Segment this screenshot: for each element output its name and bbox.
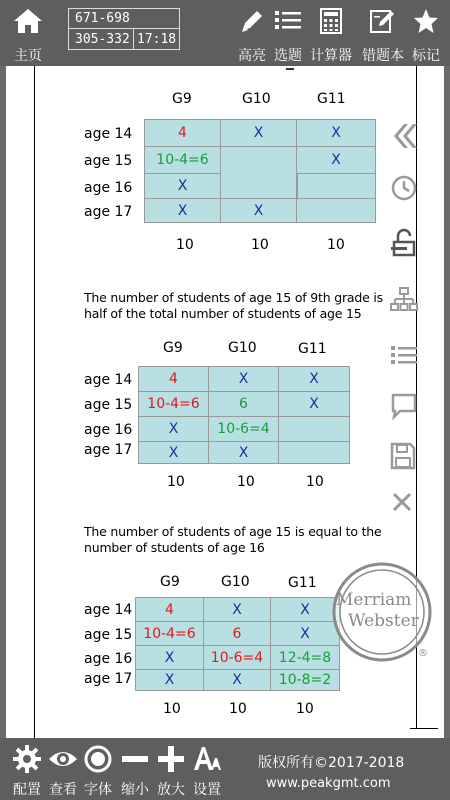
star-icon (413, 8, 439, 34)
calculator-icon (320, 8, 342, 34)
eye-icon (48, 744, 78, 774)
copyright-text: 版权所有©2017-2018 (258, 755, 405, 771)
table-cell: 4 (136, 598, 204, 622)
table-cell: X (204, 598, 271, 622)
row-label: age 16 (84, 651, 133, 667)
table-cell: X (271, 598, 339, 622)
notebook-edit-icon (369, 8, 397, 34)
column-total: 10 (237, 474, 255, 490)
row-label: age 16 (84, 180, 133, 196)
collapse-button[interactable] (386, 118, 422, 154)
table-cell: X (209, 367, 279, 392)
table-cell: 10-8=2 (278, 672, 332, 688)
table-cell: 10-4=6 (145, 147, 221, 174)
gear-icon (12, 744, 42, 774)
structure-button[interactable] (386, 282, 422, 318)
col-header-g10: G10 (242, 91, 271, 107)
calculator-button[interactable] (304, 0, 358, 66)
progress-counter (68, 8, 180, 50)
timer: 17:18 (133, 29, 176, 50)
speech-bubble-icon (390, 392, 418, 420)
table-cell: X (204, 670, 271, 690)
table-cell: X (136, 646, 204, 670)
zoom-in-label: 放大 (157, 782, 185, 798)
wrong-questions-label: 错题本 (362, 48, 404, 64)
row-label: age 17 (84, 204, 133, 220)
bottom-toolbar (0, 738, 450, 800)
col-header-g11: G11 (317, 91, 346, 107)
row-label: age 17 (84, 671, 133, 687)
zoom-out-label: 缩小 (121, 782, 149, 798)
table-cell: 10-6=4 (209, 417, 279, 442)
row-label: age 14 (84, 126, 133, 142)
badge-text: Webster (348, 611, 419, 631)
column-total: 10 (251, 237, 269, 253)
mark-label: 标记 (412, 48, 440, 64)
col-header-g9: G9 (163, 340, 183, 356)
top-toolbar (0, 0, 450, 66)
select-question-label: 选题 (274, 48, 302, 64)
col-header-g9: G9 (160, 574, 180, 590)
col-header-g10: G10 (221, 574, 250, 590)
site-url[interactable]: www.peakgmt.com (266, 776, 391, 791)
clock-icon (390, 174, 418, 202)
home-icon (13, 8, 43, 34)
floppy-disk-icon (390, 442, 416, 470)
table-cell: 6 (204, 622, 271, 646)
table-cell: X (136, 670, 204, 690)
table-cell: X (221, 120, 297, 147)
row-label: age 17 (84, 442, 133, 458)
close-icon (390, 492, 414, 512)
table-cell: 10-6=4 (204, 646, 271, 670)
timer-button[interactable] (386, 170, 422, 206)
settings-label: 设置 (193, 782, 221, 798)
highlight-label: 高亮 (238, 48, 266, 64)
config-label: 配置 (13, 782, 41, 798)
table-cell: 4 (145, 120, 221, 147)
unlock-icon (390, 228, 418, 258)
comment-button[interactable] (386, 388, 422, 424)
table-cell: X (221, 199, 297, 222)
table-cell: X (297, 147, 375, 174)
table-grid (135, 597, 340, 691)
row-label: age 14 (84, 602, 133, 618)
double-chevron-left-icon (390, 122, 418, 150)
plus-icon (156, 744, 186, 774)
radio-circle-icon (83, 744, 113, 774)
row-label: age 15 (84, 397, 133, 413)
lock-button[interactable] (386, 224, 422, 260)
settings-button[interactable] (188, 738, 226, 800)
save-button[interactable] (386, 438, 422, 474)
col-header-g11: G11 (288, 575, 317, 591)
table-cell: X (271, 622, 339, 646)
sitemap-icon (390, 286, 418, 314)
column-total: 10 (229, 701, 247, 717)
table-cell: X (145, 174, 221, 199)
column-total: 10 (327, 237, 345, 253)
table-cell: 4 (139, 367, 209, 392)
row-label: age 16 (84, 422, 133, 438)
pencil-icon (239, 8, 265, 34)
mark-button[interactable] (405, 0, 447, 66)
row-label: age 15 (84, 153, 133, 169)
list-icon (274, 8, 302, 32)
question-range: 305-332 (75, 32, 130, 47)
view-label: 查看 (49, 782, 77, 798)
column-total: 10 (296, 701, 314, 717)
outline-button[interactable] (386, 338, 422, 374)
question-range-top: 671-698 (69, 9, 179, 29)
col-header-g11: G11 (298, 341, 327, 357)
explanation-text: The number of students of age 15 is equal to the number of students of age 16 (84, 524, 382, 555)
column-total: 10 (176, 237, 194, 253)
col-header-g9: G9 (172, 91, 192, 107)
table-cell: 10-4=6 (139, 392, 209, 417)
row-label: age 15 (84, 627, 133, 643)
badge-registered-mark: ® (418, 648, 428, 659)
list-icon (390, 342, 418, 368)
minus-icon (120, 744, 150, 774)
table-cell: 10-4=6 (136, 622, 204, 646)
table-cell: X (279, 392, 349, 417)
home-button[interactable] (4, 0, 52, 66)
font-label: 字体 (84, 782, 112, 798)
table-cell: X (209, 442, 279, 463)
column-total: 10 (306, 474, 324, 490)
explanation-text: The number of students of age 15 of 9th grade is half of the total number of students of age 15 (84, 290, 383, 321)
counter-row (69, 29, 179, 50)
table-cell: 12-4=8 (271, 646, 339, 670)
table-cell: X (279, 367, 349, 392)
column-total: 10 (167, 474, 185, 490)
table-cell: X (139, 442, 209, 463)
badge-text: Merriam (336, 590, 412, 610)
row-label: age 14 (84, 372, 133, 388)
side-toolbar (386, 118, 422, 478)
content-area[interactable] (0, 66, 450, 738)
table-cell: 6 (209, 392, 279, 417)
table-cell: X (297, 120, 375, 147)
table-cell: X (145, 199, 221, 222)
wrong-questions-button[interactable] (358, 0, 408, 66)
font-size-icon (192, 744, 222, 774)
home-label: 主页 (14, 48, 42, 64)
col-header-g10: G10 (228, 340, 257, 356)
table-cell: X (139, 417, 209, 442)
close-button[interactable] (386, 488, 422, 516)
column-total: 10 (163, 701, 181, 717)
calculator-label: 计算器 (310, 48, 352, 64)
